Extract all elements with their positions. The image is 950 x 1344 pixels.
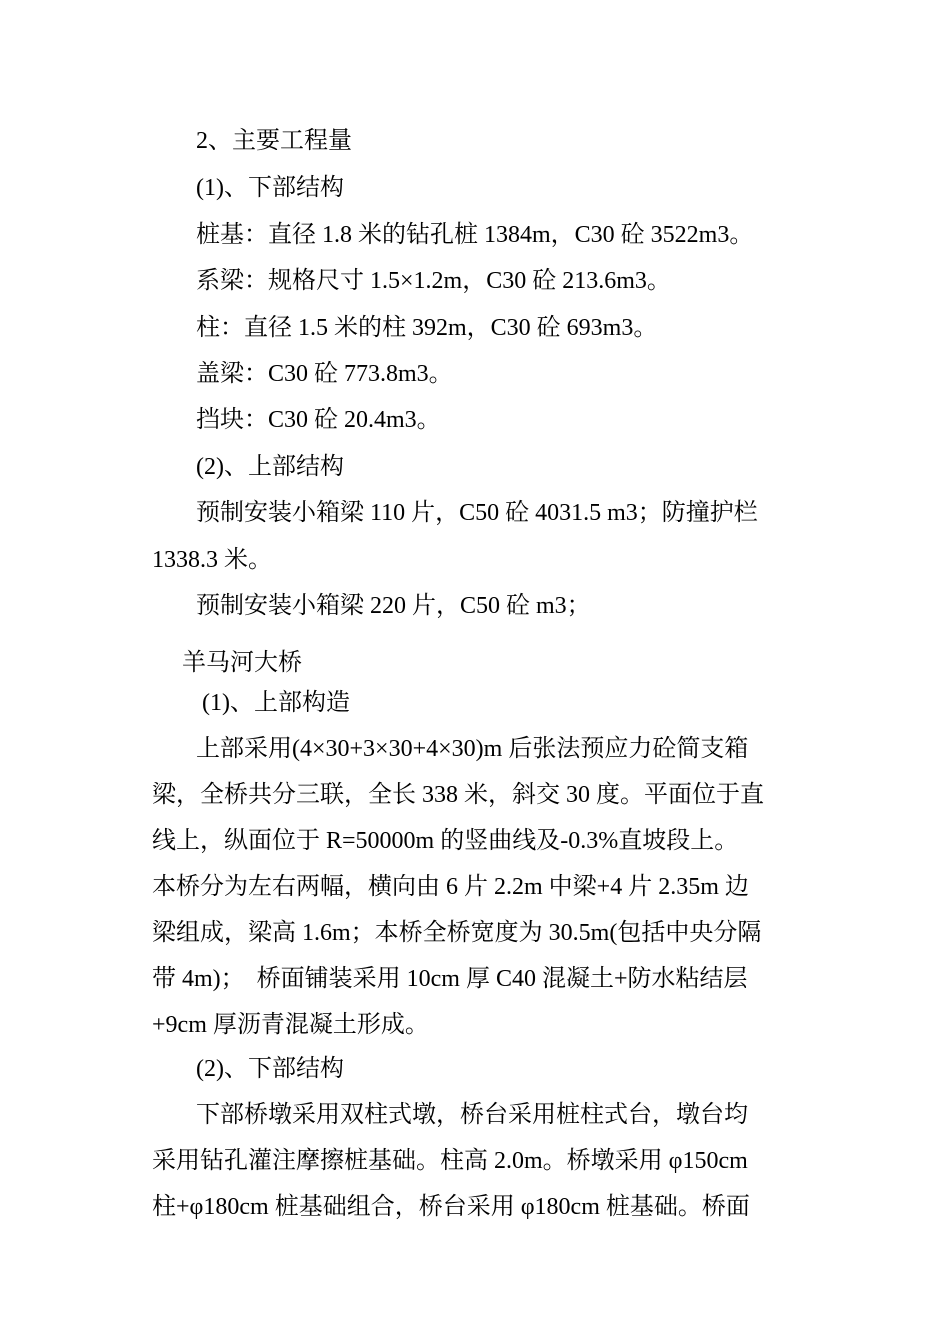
text-line: 系梁：规格尺寸 1.5×1.2m，C30 砼 213.6m3。 xyxy=(196,268,671,294)
text-line: 柱：直径 1.5 米的柱 392m，C30 砼 693m3。 xyxy=(196,315,658,341)
text-line: 梁，全桥共分三联，全长 338 米，斜交 30 度。平面位于直 xyxy=(152,782,764,808)
text-line: 挡块：C30 砼 20.4m3。 xyxy=(196,407,441,433)
text-line: 柱+φ180cm 桩基础组合，桥台采用 φ180cm 桩基础。桥面 xyxy=(152,1194,750,1220)
subsection-heading: (1)、上部构造 xyxy=(202,690,350,716)
text-line: 预制安装小箱梁 110 片，C50 砼 4031.5 m3；防撞护栏 xyxy=(196,500,758,526)
text-line: 盖梁：C30 砼 773.8m3。 xyxy=(196,361,453,387)
subsection-heading: (2)、下部结构 xyxy=(196,1056,344,1082)
text-line: 梁组成，梁高 1.6m；本桥全桥宽度为 30.5m(包括中央分隔 xyxy=(152,920,762,946)
text-line: 预制安装小箱梁 220 片，C50 砼 m3； xyxy=(196,593,591,619)
text-line: 下部桥墩采用双柱式墩，桥台采用桩柱式台，墩台均 xyxy=(196,1102,748,1128)
text-line: 带 4m)； 桥面铺装采用 10cm 厚 C40 混凝土+防水粘结层 xyxy=(152,966,748,992)
text-line: 上部采用(4×30+3×30+4×30)m 后张法预应力砼简支箱 xyxy=(196,736,749,762)
subsection-heading: (1)、下部结构 xyxy=(196,175,344,201)
section-heading: 2、主要工程量 xyxy=(196,128,352,154)
text-line: 本桥分为左右两幅，横向由 6 片 2.2m 中梁+4 片 2.35m 边 xyxy=(152,874,749,900)
text-line: +9cm 厚沥青混凝土形成。 xyxy=(152,1012,429,1038)
text-line: 1338.3 米。 xyxy=(152,547,272,573)
text-line: 桩基：直径 1.8 米的钻孔桩 1384m，C30 砼 3522m3。 xyxy=(196,222,754,248)
text-line: 采用钻孔灌注摩擦桩基础。柱高 2.0m。桥墩采用 φ150cm xyxy=(152,1148,748,1174)
bridge-title: 羊马河大桥 xyxy=(182,650,302,676)
subsection-heading: (2)、上部结构 xyxy=(196,454,344,480)
text-line: 线上，纵面位于 R=50000m 的竖曲线及-0.3%直坡段上。 xyxy=(152,828,739,854)
